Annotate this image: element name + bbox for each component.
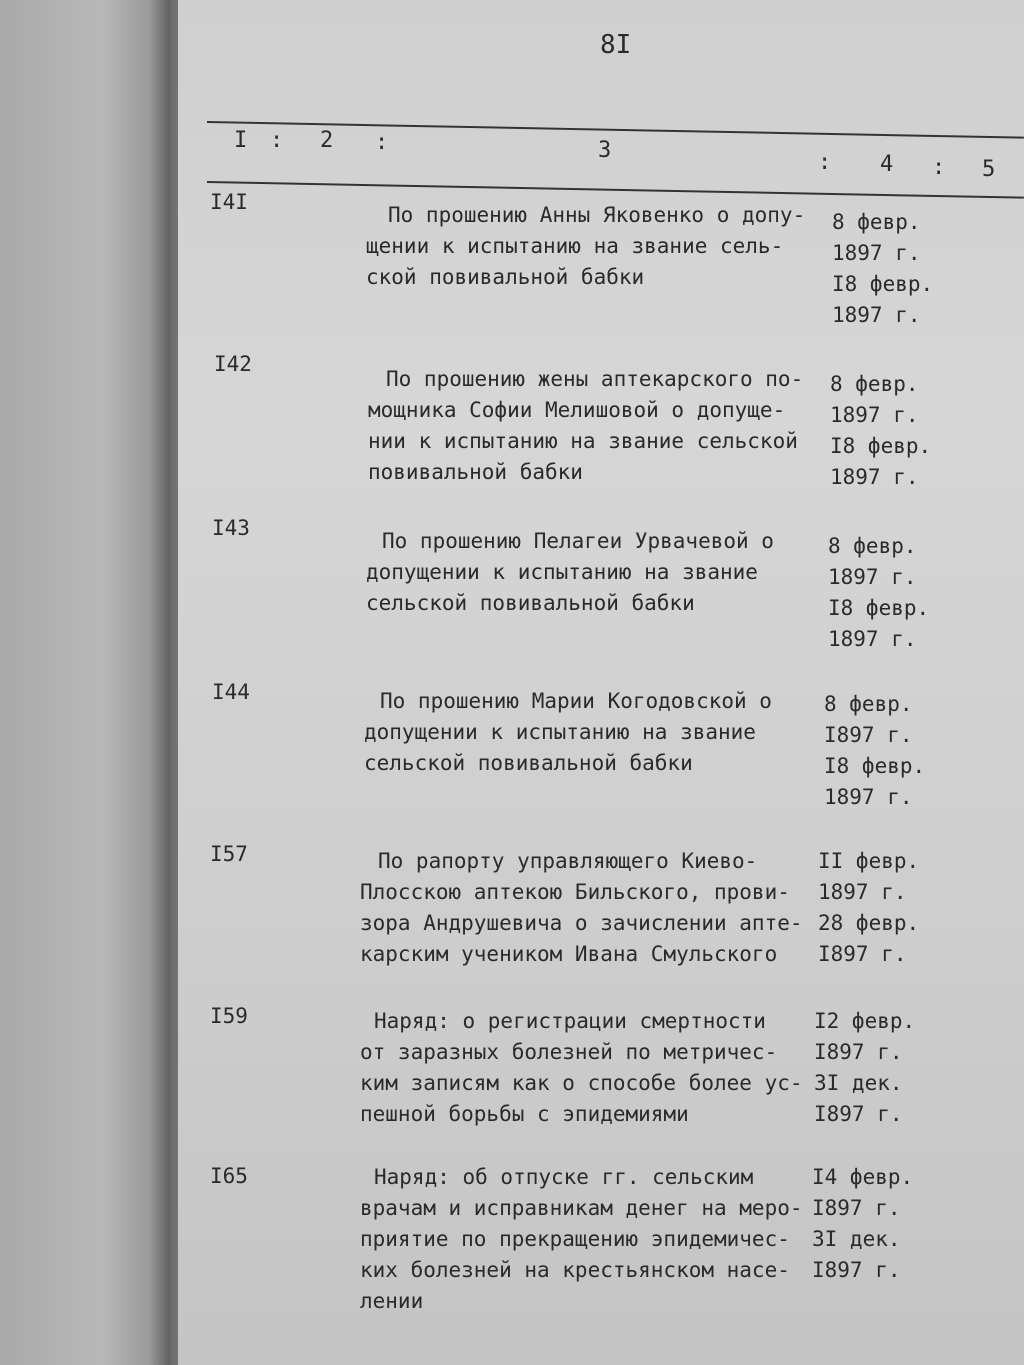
year-end: 1897 г. [830,465,919,489]
page-number: 8I [600,30,632,60]
description-line: щении к испытанию на звание сель- [366,234,784,258]
description-line: от заразных болезней по метричес- [360,1040,778,1064]
date-end: 28 февр. [818,911,920,935]
entry-dates [818,846,919,970]
date-end: I8 февр. [828,596,930,620]
description-line: По рапорту управляющего Киево- [378,849,758,873]
description-line: Плосскою аптекою Бильского, прови- [360,880,790,904]
column-header-5: 5 [982,157,996,182]
year-start: I897 г. [824,723,913,747]
date-start: II февр. [818,849,920,873]
date-end: I8 февр. [830,434,932,458]
date-start: 8 февр. [824,692,913,716]
description-line: По прошению Марии Когодовской о [380,689,772,713]
entry-description [360,1006,803,1130]
description-line: врачам и исправникам денег на меро- [360,1196,803,1220]
column-separator: : [270,128,284,153]
column-separator: : [375,130,389,155]
description-line: нии к испытанию на звание сельской [368,429,798,453]
year-end: I897 г. [818,942,907,966]
entry-number: I65 [210,1164,248,1188]
date-start: I4 февр. [812,1165,914,1189]
description-line: приятие по прекращению эпидемичес- [360,1227,790,1251]
description-line: Наряд: о регистрации смертности [374,1009,766,1033]
description-line: ких болезней на крестьянском насе- [360,1258,790,1282]
description-line: мощника Софии Мелишовой о допуще- [368,398,786,422]
entry-description [368,364,803,488]
entry-number: I57 [210,842,248,866]
entry-description [360,846,803,970]
entry-description [364,686,772,779]
description-line: сельской повивальной бабки [366,591,695,615]
year-start: 1897 г. [828,565,917,589]
entry-dates [824,689,925,813]
description-line: пешной борьбы с эпидемиями [360,1102,689,1126]
year-start: I897 г. [814,1040,903,1064]
column-separator: : [818,150,832,175]
description-line: допущении к испытанию на звание [366,560,758,584]
entry-dates [812,1162,913,1286]
year-start: 1897 г. [830,403,919,427]
year-end: 1897 г. [824,785,913,809]
description-line: повивальной бабки [368,460,583,484]
description-line: По прошению Анны Яковенко о допу- [388,203,806,227]
description-line: ской повивальной бабки [366,265,645,289]
column-header-1: I [234,128,248,153]
entry-dates [830,369,931,493]
entry-description [366,526,774,619]
year-start: 1897 г. [832,241,921,265]
description-line: По прошению жены аптекарского по- [386,367,804,391]
year-end: I897 г. [814,1102,903,1126]
entry-number: I44 [212,680,250,704]
description-line: карским учеником Ивана Смульского [360,942,778,966]
description-line: По прошению Пелагеи Урвачевой о [382,529,774,553]
year-end: I897 г. [812,1258,901,1282]
entry-dates [832,207,933,331]
entry-number: I43 [212,516,250,540]
date-start: 8 февр. [830,372,919,396]
column-header-4: 4 [880,152,894,177]
entry-number: I59 [210,1004,248,1028]
column-separator: : [932,155,946,180]
entry-number: I42 [214,352,252,376]
date-start: I2 февр. [814,1009,916,1033]
year-end: 1897 г. [828,627,917,651]
column-header-2: 2 [320,128,334,153]
description-line: ким записям как о способе более ус- [360,1071,803,1095]
facing-page [0,0,170,1365]
year-start: I897 г. [812,1196,901,1220]
date-end: I8 февр. [824,754,926,778]
description-line: допущении к испытанию на звание [364,720,756,744]
entry-dates [814,1006,915,1130]
date-end: 3I дек. [812,1227,901,1251]
date-start: 8 февр. [832,210,921,234]
year-start: 1897 г. [818,880,907,904]
entry-description [366,200,805,293]
date-end: 3I дек. [814,1071,903,1095]
date-end: I8 февр. [832,272,934,296]
column-header-3: 3 [598,138,612,163]
entry-description [360,1162,803,1317]
description-line: сельской повивальной бабки [364,751,693,775]
date-start: 8 февр. [828,534,917,558]
entry-dates [828,531,929,655]
entry-number: I4I [210,190,248,214]
description-line: Наряд: об отпуске гг. сельским [374,1165,754,1189]
year-end: 1897 г. [832,303,921,327]
description-line: лении [360,1289,424,1313]
description-line: зора Андрушевича о зачислении апте- [360,911,803,935]
